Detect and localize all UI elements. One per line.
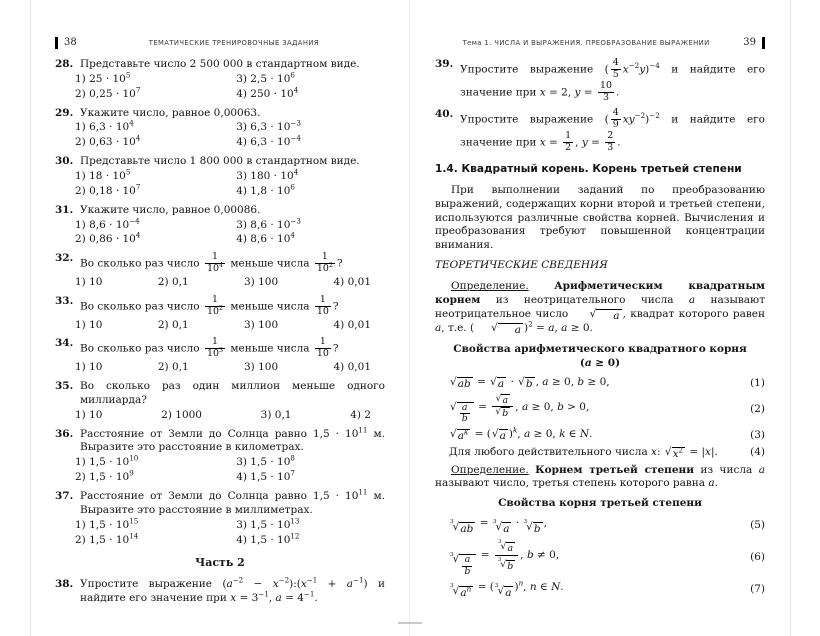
- answer-option: 4) $1,5 \cdot 10^{12}$: [236, 531, 300, 546]
- problem-number: 34.: [55, 337, 74, 350]
- problem: [55, 252, 385, 290]
- answer-options: [55, 216, 385, 248]
- formula-number: (6): [750, 551, 765, 564]
- definition-label: Определение.: [451, 463, 529, 476]
- problem: [435, 108, 765, 153]
- answer-options: [55, 275, 385, 290]
- formula-number: (7): [750, 583, 765, 596]
- fraction: $\frac{1}{10^3}$: [206, 336, 224, 360]
- problem-text: Во сколько раз число $\frac{1}{10^4}$ меньше числа $\frac{1}{10^2}$ ?: [80, 251, 343, 275]
- problem: [55, 58, 385, 102]
- answer-option: 2) 0,1: [157, 361, 189, 374]
- square-root: √ $x^2$: [664, 445, 684, 460]
- answer-options: [55, 118, 385, 150]
- answer-option: 1) $25 \cdot 10^5$: [75, 70, 131, 85]
- section-heading: 1.4. Квадратный корень. Корень третьей степени: [435, 162, 742, 175]
- page-left-content: [55, 58, 385, 624]
- square-root: √ b: [518, 376, 533, 391]
- problem: [55, 107, 385, 151]
- problem-row: [55, 337, 385, 360]
- problems-list: [55, 58, 385, 548]
- running-head-title-left: ТЕМАТИЧЕСКИЕ ТРЕНИРОВОЧНЫЕ ЗАДАНИЯ: [148, 38, 319, 47]
- answer-option: 2) $0,18 \cdot 10^7$: [75, 182, 141, 197]
- formula-number: (4): [750, 446, 765, 459]
- formula: [435, 538, 765, 578]
- problem-row: [55, 204, 385, 218]
- problem: [435, 58, 765, 103]
- answer-option: 4) 0,01: [333, 361, 371, 374]
- cube-root: 3 √ $a^n$: [450, 583, 472, 600]
- answer-option: 1) 10: [75, 361, 103, 374]
- problem: [55, 575, 385, 606]
- properties-title-1-text: Свойства арифметического квадратного корня: [453, 342, 747, 355]
- problem-row: [435, 108, 765, 153]
- problem-number: 32.: [55, 252, 74, 265]
- cube-root: 3 √ a: [492, 519, 510, 535]
- square-root: √ $a^k$: [450, 427, 469, 443]
- problem-row: [55, 58, 385, 72]
- answer-option: 3) $1,5 \cdot 10^{13}$: [236, 516, 300, 531]
- problem-text: Во сколько раз число $\frac{1}{10^2}$ меньше числа $\frac{1}{10}$ ?: [80, 293, 339, 317]
- square-root: √ $\frac{a}{b}$: [450, 402, 474, 426]
- page-right-content: [435, 58, 765, 624]
- page-right: [410, 0, 820, 636]
- problem-row: [55, 155, 385, 169]
- formula-body: 3 √ $\frac{a}{b}$ = 3 √ a 3 √ b , b ≠ 0,: [450, 539, 560, 578]
- cube-root: 3 √ ab: [450, 519, 474, 535]
- properties-title-2: Свойства корня третьей степени: [498, 497, 702, 510]
- problem-number: 38.: [55, 578, 74, 591]
- answer-options: [55, 167, 385, 199]
- answer-options: [55, 516, 385, 548]
- problem: [55, 425, 385, 485]
- problem-number: 30.: [55, 155, 74, 168]
- header-bar-mark: [762, 37, 765, 49]
- problem-row: [55, 425, 385, 456]
- page-number-right: 39: [743, 37, 756, 49]
- fraction: [492, 394, 513, 420]
- intro-paragraph: При выполнении заданий по преобразованию выражений, содержащих корни второй и третьей степени, используются различные свойства корней. Вычисления и преобразования требуют повышенной концентрации внимания.: [435, 183, 765, 252]
- answer-options: [55, 408, 385, 423]
- answer-options: [55, 318, 385, 333]
- problem-row: [55, 575, 385, 606]
- answer-option: 2) $1,5 \cdot 10^9$: [75, 468, 134, 484]
- answer-option: 3) 100: [244, 361, 279, 374]
- definition-text: из числа a называют число, третья степень которого равна a.: [435, 463, 765, 490]
- answer-option: 4) $6,3 \cdot 10^{-4}$: [236, 133, 301, 149]
- running-head-left: [55, 36, 385, 50]
- definition-text: из неотрицательного числа a называют неотрицательное число √ a , квадрат которого равен a, т.е. ( √ a )$^2$ = a, a ≥ 0.: [435, 293, 765, 337]
- problem-text: Упростите выражение ( $\frac{4}{9}$ $xy^{-2})^{-2}$ и найдите его значение при x = $\frac{1}{2}$ , y = $\frac{2}{3}$ .: [460, 107, 765, 154]
- answer-option: 2) 0,1: [157, 318, 189, 331]
- fraction: $\frac{10}{3}$: [599, 79, 612, 103]
- problem-row: [55, 487, 385, 518]
- problem: [55, 155, 385, 199]
- fraction: $\frac{4}{9}$: [612, 107, 619, 131]
- cube-root: 3 √ b: [497, 556, 514, 572]
- answer-option: 4) $250 \cdot 10^4$: [236, 85, 299, 100]
- answer-option: 1) $1,5 \cdot 10^{15}$: [75, 516, 139, 531]
- running-head-right: [435, 36, 765, 50]
- problem-number: 28.: [55, 58, 74, 70]
- problems-list-part2: [55, 575, 385, 606]
- answer-option: 1) 10: [75, 408, 103, 421]
- definition-2: [435, 464, 765, 492]
- problem-text: Укажите число, равное 0,00086.: [80, 203, 261, 216]
- properties-title-1-condition: (a ≥ 0): [579, 356, 621, 369]
- problem-text: Расстояние от Земли до Солнца равно $1,5 \cdot 10^{11}$ м. Выразите это расстояние в километрах.: [80, 425, 385, 454]
- answer-option: 1) 10: [75, 276, 103, 289]
- answer-option: 4) 2: [350, 408, 371, 421]
- formula-number: (5): [750, 519, 765, 532]
- answer-option: 4) $8,6 \cdot 10^4$: [236, 230, 295, 246]
- answer-option: 4) 0,01: [333, 318, 371, 331]
- page-number-left: 38: [64, 37, 77, 49]
- cube-root: 3 √ b: [523, 519, 541, 535]
- answer-option: 3) 100: [244, 276, 279, 289]
- definition-1: [435, 280, 765, 337]
- definition-label: Определение.: [451, 280, 529, 292]
- part-heading: Часть 2: [195, 555, 245, 569]
- problem-text: Представьте число 1 800 000 в стандартном виде.: [80, 155, 360, 168]
- answer-option: 2) $0,25 \cdot 10^7$: [75, 85, 141, 100]
- formula-body: √ ab = √ a · √ b , a ≥ 0, b ≥ 0,: [450, 376, 610, 391]
- answer-option: 3) 0,1: [260, 408, 292, 421]
- answer-option: 1) $8,6 \cdot 10^{-4}$: [75, 216, 140, 231]
- formula: [435, 578, 765, 600]
- square-root: √ a: [495, 392, 509, 406]
- answer-option: 4) $1,8 \cdot 10^6$: [236, 182, 295, 197]
- problem: [55, 487, 385, 547]
- fraction: $\frac{a}{b}$: [464, 554, 471, 578]
- problems-list: [435, 58, 765, 154]
- square-root: √ a: [491, 322, 522, 337]
- properties-title-1: [435, 343, 765, 370]
- formula-body: 3 √ ab = 3 √ a · 3 √ b ,: [450, 516, 547, 535]
- answer-option: 2) $1,5 \cdot 10^{14}$: [75, 531, 139, 546]
- problem-text: Во сколько раз один миллион меньше одного миллиарда?: [80, 380, 385, 406]
- fraction: $\frac{a}{b}$: [461, 401, 468, 425]
- formula-body: √ $\frac{a}{b}$ = √ a √ b , a ≥ 0, b > 0,: [450, 392, 590, 425]
- answer-option: 3) $6,3 \cdot 10^{-3}$: [236, 118, 301, 134]
- problem-row: [55, 380, 385, 408]
- problem: [55, 204, 385, 248]
- formula: [435, 394, 765, 426]
- answer-option: 2) $0,86 \cdot 10^4$: [75, 230, 141, 246]
- definition-term: Корнем третьей степени: [535, 463, 694, 476]
- square-root: √ a: [589, 307, 620, 322]
- answer-options: [55, 360, 385, 375]
- formula-body: 3 √ $a^n$ = ( 3 √ a )$^n$, n ∈ N.: [450, 578, 564, 600]
- fraction: $\frac{1}{2}$: [565, 130, 572, 154]
- answer-option: 4) $1,5 \cdot 10^7$: [236, 468, 295, 484]
- formula: [435, 376, 765, 391]
- theory-label: ТЕОРЕТИЧЕСКИЕ СВЕДЕНИЯ: [435, 259, 608, 272]
- fraction: $\frac{1}{10}$: [316, 293, 329, 317]
- answer-option: 4) 0,01: [333, 276, 371, 289]
- answer-option: 3) $8,6 \cdot 10^{-3}$: [236, 216, 301, 231]
- answer-option: 3) $180 \cdot 10^4$: [236, 167, 299, 183]
- formula: [435, 425, 765, 443]
- fraction: [495, 538, 518, 572]
- answer-options: [55, 70, 385, 102]
- square-root: √ ab: [450, 376, 471, 391]
- square-root: √ a: [490, 376, 505, 391]
- problem: [55, 295, 385, 333]
- formulas-square-root: [435, 376, 765, 460]
- answer-option: 3) $1,5 \cdot 10^8$: [236, 453, 295, 469]
- problem-text: Укажите число, равное 0,00063.: [80, 106, 261, 119]
- cube-root: 3 √ a: [494, 583, 512, 600]
- answer-option: 1) 10: [75, 318, 103, 331]
- problem-text: Расстояние от Земли до Солнца равно $1,5 \cdot 10^{11}$ м. Выразите это расстояние в миллиметрах.: [80, 487, 385, 516]
- answer-option: 3) $2,5 \cdot 10^6$: [236, 70, 295, 85]
- fraction: $\frac{1}{10}$: [316, 336, 329, 360]
- problem-text: Упростите выражение ($a^{-2}$ − $x^{-2}):(x^{-1} + a^{-1})$ и найдите его значение при $x = 3^{-1}$, $a = 4^{-1}$.: [80, 575, 385, 604]
- answer-options: [55, 453, 385, 485]
- formula-body: Для любого действительного числа x: √ $x^2$ = |x|.: [449, 445, 718, 460]
- formula: [435, 517, 765, 536]
- fraction: $\frac{4}{5}$: [612, 58, 619, 80]
- problem: [55, 380, 385, 423]
- formula-number: (2): [750, 402, 765, 415]
- header-bar-mark: [55, 37, 58, 49]
- fraction: $\frac{1}{10^4}$: [206, 251, 224, 275]
- formula: [435, 446, 765, 461]
- problem-text: Упростите выражение ( $\frac{4}{5}$ $x^{-2}y)^{-4}$ и найдите его значение при x = 2, y = $\frac{10}{3}$ .: [460, 58, 765, 103]
- formula-body: √ $a^k$ = ( √ a )$^k$, a ≥ 0, k ∈ N.: [450, 425, 593, 443]
- problem-text: Представьте число 2 500 000 в стандартном виде.: [80, 58, 360, 70]
- formula-number: (3): [750, 428, 765, 441]
- fraction: $\frac{1}{10^2}$: [206, 293, 224, 317]
- problem-row: [435, 58, 765, 103]
- problem-row: [55, 295, 385, 318]
- fraction: $\frac{2}{3}$: [607, 130, 614, 154]
- answer-option: 3) 100: [244, 318, 279, 331]
- answer-option: 2) 1000: [161, 408, 202, 421]
- formulas-cube-root: [435, 517, 765, 600]
- problem: [55, 337, 385, 375]
- answer-option: 1) $18 \cdot 10^5$: [75, 167, 131, 183]
- problem-row: [55, 252, 385, 275]
- problem-number: 31.: [55, 203, 74, 216]
- problem-number: 37.: [55, 490, 74, 503]
- fraction: $\frac{1}{10^2}$: [316, 251, 333, 275]
- definition-term: Арифметическим квадратным корнем: [435, 280, 765, 306]
- problem-number: 36.: [55, 427, 74, 440]
- problem-number: 29.: [55, 106, 74, 119]
- running-head-title-right: Тема 1. ЧИСЛА И ВЫРАЖЕНИЯ. ПРЕОБРАЗОВАНИЕ ВЫРАЖЕНИЙ: [462, 38, 710, 47]
- answer-option: 2) $0,63 \cdot 10^4$: [75, 133, 141, 149]
- problem-row: [55, 107, 385, 121]
- formula-number: (1): [750, 376, 765, 389]
- problem-number: 39.: [435, 58, 454, 70]
- problem-number: 40.: [435, 108, 454, 121]
- answer-option: 1) $6,3 \cdot 10^4$: [75, 118, 134, 134]
- answer-option: 2) 0,1: [157, 276, 189, 289]
- problem-number: 35.: [55, 380, 74, 393]
- cube-root: 3 √ a: [498, 539, 514, 555]
- square-root: √ b: [495, 406, 509, 420]
- problem-number: 33.: [55, 294, 74, 307]
- problem-text: Во сколько раз число $\frac{1}{10^3}$ меньше числа $\frac{1}{10}$ ?: [80, 336, 339, 360]
- square-root: √ a: [491, 428, 506, 443]
- answer-option: 1) $1,5 \cdot 10^{10}$: [75, 453, 139, 469]
- cube-root: 3 √ $\frac{a}{b}$: [450, 554, 476, 578]
